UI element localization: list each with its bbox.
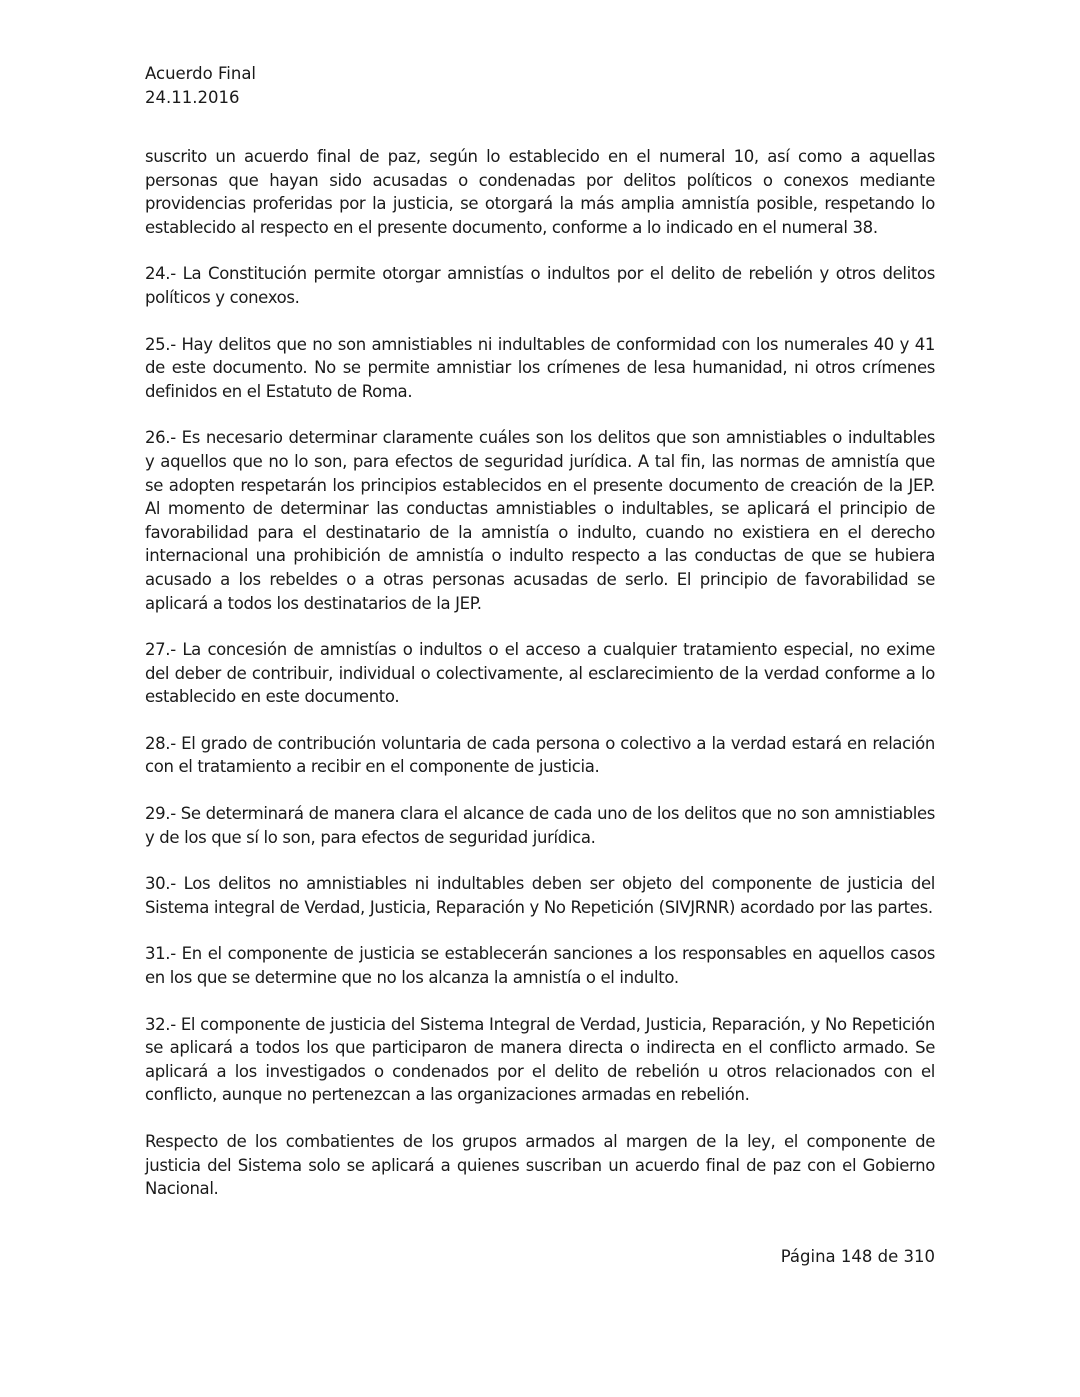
document-body — [145, 145, 935, 1224]
paragraph-29: 29.- Se determinará de manera clara el alcance de cada uno de los delitos que no son amnistiables y de los que sí lo son, para efectos de seguridad jurídica. — [145, 804, 935, 847]
paragraph-27: 27.- La concesión de amnistías o indultos o el acceso a cualquier tratamiento especial, no exime del deber de contribuir, individual o colectivamente, al esclarecimiento de la verdad conforme a lo establecido en este documento. — [145, 640, 935, 707]
paragraph-continuation: suscrito un acuerdo final de paz, según lo establecido en el numeral 10, así como a aquellas personas que hayan sido acusadas o condenadas por delitos políticos o conexos mediante providencias proferidas por la justicia, se otorgará la más amplia amnistía posible, respetando lo establecido al respecto en el presente documento, conforme a lo indicado en el numeral 38. — [145, 147, 935, 237]
document-title: Acuerdo Final — [145, 64, 257, 83]
document-date: 24.11.2016 — [145, 88, 240, 107]
paragraph-31: 31.- En el componente de justicia se establecerán sanciones a los responsables en aquellos casos en los que se determine que no los alcanza la amnistía o el indulto. — [145, 944, 935, 988]
page-header — [145, 62, 256, 110]
paragraph-combatants: Respecto de los combatientes de los grupos armados al margen de la ley, el componente de justicia del Sistema solo se aplicará a quienes suscriban un acuerdo final de paz con el Gobierno Nacional. — [145, 1132, 935, 1199]
paragraph-26: 26.- Es necesario determinar claramente cuáles son los delitos que son amnistiables o indultables y aquellos que no lo son, para efectos de seguridad jurídica. A tal fin, las normas de amnistía que se adopten respetarán los principios establecidos en el presente documento de creación de la JEP. Al momento de determinar las conductas amnistiables o indultables, se aplicará el principio de favorabilidad para el destinatario de la amnistía o indulto, cuando no existiera en el derecho internacional una prohibición de amnistía o indulto respecto a las conductas de que se hubiera acusado a los rebeldes o a otras personas acusadas de serlo. El principio de favorabilidad se aplicará a todos los destinatarios de la JEP. — [145, 428, 935, 613]
paragraph-25: 25.- Hay delitos que no son amnistiables ni indultables de conformidad con los numerales 40 y 41 de este documento. No se permite amnistiar los crímenes de lesa humanidad, ni otros crímenes definidos en el Estatuto de Roma. — [145, 334, 935, 401]
paragraph-30: 30.- Los delitos no amnistiables ni indultables deben ser objeto del componente de justicia del Sistema integral de Verdad, Justicia, Reparación y No Repetición (SIVJRNR) acordado por las partes. — [145, 874, 935, 917]
paragraph-32: 32.- El componente de justicia del Sistema Integral de Verdad, Justicia, Reparación, y No Repetición se aplicará a todos los que participaron de manera directa o indirecta en el conflicto armado. Se aplicará a los investigados o condenados por el delito de rebelión u otros relacionados con el conflicto, aunque no pertenezcan a las organizaciones armadas en rebelión. — [145, 1014, 935, 1105]
paragraph-24: 24.- La Constitución permite otorgar amnistías o indultos por el delito de rebelión y otros delitos políticos y conexos. — [145, 264, 935, 307]
paragraph-28: 28.- El grado de contribución voluntaria de cada persona o colectivo a la verdad estará en relación con el tratamiento a recibir en el componente de justicia. — [145, 733, 935, 777]
page-number: Página 148 de 310 — [780, 1247, 935, 1266]
